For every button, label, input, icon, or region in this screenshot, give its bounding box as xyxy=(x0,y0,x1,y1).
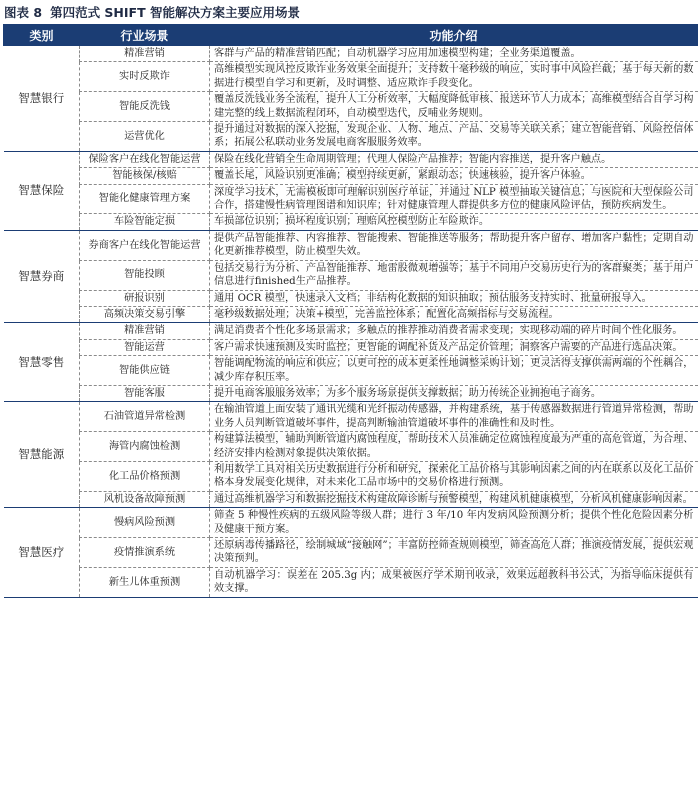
description-cell: 覆盖反洗钱业务全流程，提升人工分析效率，大幅度降低审核、报送环节人力成本；高维模型结合自学习构建完整的线上数据流程闭环，自动模型迭代，反哺业务规则。 xyxy=(210,92,698,122)
scene-cell: 智能供应链 xyxy=(80,356,210,386)
scene-cell: 智能核保/核赔 xyxy=(80,168,210,184)
description-cell: 深度学习技术，无需模板即可理解识别医疗单证，并通过 NLP 模型抽取关键信息；与医院和大型保险公司合作，搭建慢性病管理图谱和知识库；针对健康管理人群提供多方位的健康风险评估，预防疾病发生。 xyxy=(210,184,698,214)
table-row xyxy=(4,168,698,184)
scene-cell: 智能投顾 xyxy=(80,260,210,290)
description-cell: 客户需求快速预测及实时监控；更智能的调配补货及产品定价管理；洞察客户需要的产品进行选品决策。 xyxy=(210,339,698,355)
table-row xyxy=(4,491,698,507)
scene-cell: 智能反洗钱 xyxy=(80,92,210,122)
table-row xyxy=(4,402,698,432)
scene-cell: 研报识别 xyxy=(80,290,210,306)
category-cell: 智慧银行 xyxy=(4,46,80,152)
category-cell: 智慧医疗 xyxy=(4,508,80,597)
table-row xyxy=(4,306,698,322)
table-row xyxy=(4,567,698,597)
description-cell: 智能调配物流的响应和供应；以更可控的成本更柔性地调整采购计划；更灵活得支撑供需两端的个性耦合，减少库存积压率。 xyxy=(210,356,698,386)
description-cell: 提升通过对数据的深入挖掘，发现企业、人物、地点、产品、交易等关联关系；建立智能营销、风险控信体系；拓展公私联动业务发展电商客服服务效率。 xyxy=(210,122,698,152)
table-row xyxy=(4,230,698,260)
caption-label: 图表 8 xyxy=(4,5,43,20)
table-row xyxy=(4,508,698,538)
description-cell: 客群与产品的精准营销匹配；自动机器学习应用加速模型构建；全业务渠道覆盖。 xyxy=(210,46,698,62)
scene-cell: 慢病风险预测 xyxy=(80,508,210,538)
scene-cell: 精准营销 xyxy=(80,323,210,339)
table-row xyxy=(4,385,698,401)
description-cell: 还原病毒传播路径，绘制城域“接触网”；丰富防控筛查规则模型，筛查高危人群；推演疫情发展，提供宏观决策预判。 xyxy=(210,538,698,568)
caption-title: 第四范式 SHIFT 智能解决方案主要应用场景 xyxy=(50,5,300,20)
category-cell: 智慧券商 xyxy=(4,230,80,322)
scene-cell: 实时反欺诈 xyxy=(80,62,210,92)
table-row xyxy=(4,92,698,122)
table-header-row xyxy=(4,25,698,46)
table-row xyxy=(4,62,698,92)
description-cell: 自动机器学习：误差在 205.3g 内；成果被医疗学术期刊收录，效果远超教科书公式，为指导临床提供有效支撑。 xyxy=(210,567,698,597)
table-row xyxy=(4,122,698,152)
scene-cell: 运营优化 xyxy=(80,122,210,152)
scene-cell: 智能客服 xyxy=(80,385,210,401)
description-cell: 毫秒级数据处理；决策+模型，完善监控体系；配置化高频指标与交易流程。 xyxy=(210,306,698,322)
table-row xyxy=(4,323,698,339)
description-cell: 覆盖长尾，风险识别更准确；模型持续更新，紧跟动态；快速核验，提升客户体验。 xyxy=(210,168,698,184)
description-cell: 包括交易行为分析、产品智能推荐、地雷股微观增强等；基于不同用户交易历史行为的客群聚类；基于用户信息进行finished生产品推荐。 xyxy=(210,260,698,290)
table-row xyxy=(4,290,698,306)
table-row xyxy=(4,432,698,462)
scene-cell: 保险客户在线化智能运营 xyxy=(80,151,210,167)
scene-cell: 新生儿体重预测 xyxy=(80,567,210,597)
table-row xyxy=(4,538,698,568)
scene-cell: 疫情推演系统 xyxy=(80,538,210,568)
scene-cell: 智能化健康管理方案 xyxy=(80,184,210,214)
table-caption xyxy=(4,3,696,23)
category-cell: 智慧能源 xyxy=(4,402,80,508)
scene-cell: 券商客户在线化智能运营 xyxy=(80,230,210,260)
table-row xyxy=(4,184,698,214)
description-cell: 通过高维机器学习和数据挖掘技术构建故障诊断与预警模型，构建风机健康模型，分析风机健康影响因素。 xyxy=(210,491,698,507)
table-row xyxy=(4,339,698,355)
category-cell: 智慧保险 xyxy=(4,151,80,230)
scene-cell: 高频决策交易引擎 xyxy=(80,306,210,322)
description-cell: 筛查 5 种慢性疾病的五级风险等级人群；进行 3 年/10 年内发病风险预测分析；提供个性化危险因素分析及健康干预方案。 xyxy=(210,508,698,538)
description-cell: 车损部位识别；损坏程度识别；理赔风控模型防止车险欺诈。 xyxy=(210,214,698,230)
table-row xyxy=(4,214,698,230)
scene-cell: 精准营销 xyxy=(80,46,210,62)
scene-cell: 风机设备故障预测 xyxy=(80,491,210,507)
header-category: 类别 xyxy=(4,25,80,46)
description-cell: 提升电商客服服务效率；为多个服务场景提供支撑数据；助力传统企业拥抱电子商务。 xyxy=(210,385,698,401)
table-row xyxy=(4,461,698,491)
scene-cell: 车险智能定损 xyxy=(80,214,210,230)
scene-cell: 石油管道异常检测 xyxy=(80,402,210,432)
application-scenarios-table xyxy=(3,24,698,598)
table-body xyxy=(4,46,698,598)
header-description: 功能介绍 xyxy=(210,25,698,46)
description-cell: 高维模型实现风控反欺诈业务效果全面提升；支持数十毫秒级的响应，实时事中风险拦截；基于每天新的数据进行模型自学习和更新，及时调整、适应欺诈手段变化。 xyxy=(210,62,698,92)
description-cell: 提供产品智能推荐、内容推荐、智能搜索、智能推送等服务；帮助提升客户留存、增加客户黏性；定期自动化更新推荐模型，防止模型失效。 xyxy=(210,230,698,260)
scene-cell: 海管内腐蚀检测 xyxy=(80,432,210,462)
table-row xyxy=(4,46,698,62)
scene-cell: 智能运营 xyxy=(80,339,210,355)
scene-cell: 化工品价格预测 xyxy=(80,461,210,491)
description-cell: 满足消费者个性化多场景需求；多触点的推荐推动消费者需求变现；实现移动端的碎片时间个性化服务。 xyxy=(210,323,698,339)
table-row xyxy=(4,260,698,290)
description-cell: 构建算法模型，辅助判断管道内腐蚀程度，帮助技术人员准确定位腐蚀程度最为严重的高危管道，为合理、经济安排内检测对象提供决策依据。 xyxy=(210,432,698,462)
description-cell: 保险在线化营销全生命周期管理；代理人保险产品推荐；智能内容推送，提升客户触点。 xyxy=(210,151,698,167)
category-cell: 智慧零售 xyxy=(4,323,80,402)
table-row xyxy=(4,356,698,386)
table-row xyxy=(4,151,698,167)
header-scene: 行业场景 xyxy=(80,25,210,46)
description-cell: 在输油管道上面安装了通讯光缆和光纤振动传感器，并构建系统，基于传感器数据进行管道异常检测，帮助业务人员判断管道破坏事件，提高判断输油管道破坏事件的准确性和及时性。 xyxy=(210,402,698,432)
description-cell: 利用数学工具对相关历史数据进行分析和研究，探索化工品价格与其影响因素之间的内在联系以及化工品价格本身发展变化规律，对未来化工品市场中的交易价格进行预测。 xyxy=(210,461,698,491)
description-cell: 通用 OCR 模型，快速录入文档；非结构化数据的知识抽取；预估服务支持实时、批量研报导入。 xyxy=(210,290,698,306)
